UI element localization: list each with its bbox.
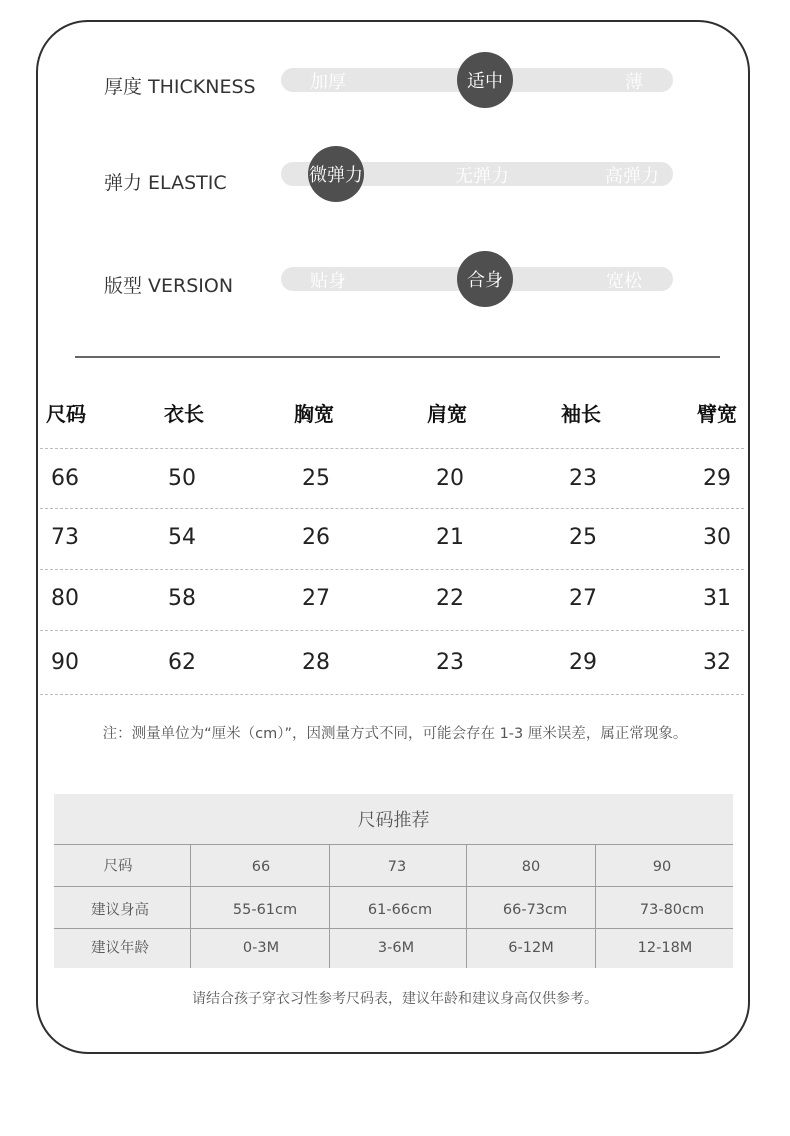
table-cell: 31 — [703, 586, 731, 611]
grid-line — [54, 928, 733, 929]
table-cell: 80 — [51, 586, 79, 611]
table-cell: 62 — [168, 650, 196, 675]
table-cell: 54 — [168, 525, 196, 550]
row-header: 建议年龄 — [91, 940, 149, 957]
table-cell: 66 — [51, 466, 79, 491]
section-divider — [75, 356, 720, 358]
table-cell: 55-61cm — [232, 902, 298, 918]
attribute-row-elastic — [0, 152, 790, 212]
column-header: 尺码 — [46, 402, 86, 426]
column-header: 衣长 — [164, 402, 204, 426]
table-cell: 80 — [521, 859, 541, 875]
row-divider — [40, 630, 744, 631]
column-header: 袖长 — [561, 402, 601, 426]
attribute-row-thickness — [0, 58, 790, 118]
table-cell: 58 — [168, 586, 196, 611]
grid-line — [329, 844, 330, 968]
table-cell: 21 — [436, 525, 464, 550]
attribute-label: 弹力 ELASTIC — [104, 172, 227, 194]
size-recommendation-table — [54, 794, 733, 968]
attribute-label: 版型 VERSION — [104, 275, 234, 297]
option-selected-badge: 微弹力 — [308, 146, 364, 202]
table-cell: 25 — [302, 466, 330, 491]
table-cell: 26 — [302, 525, 330, 550]
grid-line — [54, 844, 733, 845]
column-header: 臂宽 — [697, 402, 737, 426]
table-cell: 28 — [302, 650, 330, 675]
option-label: 贴身 — [310, 271, 346, 292]
table-cell: 25 — [569, 525, 597, 550]
table-cell: 3-6M — [377, 940, 415, 956]
table-cell: 27 — [569, 586, 597, 611]
recommendation-title: 尺码推荐 — [357, 810, 430, 831]
row-header: 尺码 — [103, 858, 133, 875]
row-divider — [40, 508, 744, 509]
measurement-note: 注：测量单位为“厘米（cm）”，因测量方式不同，可能会存在 1-3 厘米误差，属正常现象。 — [102, 726, 688, 742]
table-cell: 0-3M — [242, 940, 280, 956]
row-header: 建议身高 — [91, 902, 149, 919]
table-cell: 29 — [569, 650, 597, 675]
recommendation-grid — [54, 844, 733, 968]
table-cell: 12-18M — [637, 940, 693, 956]
option-label: 加厚 — [310, 72, 346, 93]
column-header: 胸宽 — [294, 402, 334, 426]
table-cell: 66 — [251, 859, 271, 875]
table-cell: 29 — [703, 466, 731, 491]
row-divider — [40, 448, 744, 449]
footer-note: 请结合孩子穿衣习性参考尺码表，建议年龄和建议身高仅供参考。 — [192, 991, 598, 1007]
table-cell: 90 — [652, 859, 672, 875]
option-label: 高弹力 — [605, 166, 659, 187]
option-label: 宽松 — [606, 271, 642, 292]
table-cell: 66-73cm — [502, 902, 568, 918]
attribute-row-version — [0, 257, 790, 317]
table-cell: 50 — [168, 466, 196, 491]
table-cell: 32 — [703, 650, 731, 675]
table-cell: 6-12M — [508, 940, 554, 956]
table-cell: 23 — [569, 466, 597, 491]
table-cell: 30 — [703, 525, 731, 550]
grid-line — [466, 844, 467, 968]
table-cell: 27 — [302, 586, 330, 611]
option-selected-badge: 适中 — [457, 52, 513, 108]
table-cell: 22 — [436, 586, 464, 611]
table-cell: 23 — [436, 650, 464, 675]
grid-line — [190, 844, 191, 968]
grid-line — [54, 886, 733, 887]
table-cell: 73 — [51, 525, 79, 550]
thickness-scale-track — [281, 68, 673, 92]
table-cell: 90 — [51, 650, 79, 675]
elastic-scale-track — [281, 162, 673, 186]
option-label: 薄 — [625, 72, 643, 93]
row-divider — [40, 694, 744, 695]
column-header: 肩宽 — [427, 402, 467, 426]
attribute-label: 厚度 THICKNESS — [104, 76, 256, 98]
table-cell: 73-80cm — [639, 902, 705, 918]
row-divider — [40, 569, 744, 570]
table-cell: 20 — [436, 466, 464, 491]
table-cell: 73 — [387, 859, 407, 875]
option-label: 无弹力 — [455, 166, 509, 187]
table-cell: 61-66cm — [367, 902, 433, 918]
grid-line — [595, 844, 596, 968]
version-scale-track — [281, 267, 673, 291]
option-selected-badge: 合身 — [457, 251, 513, 307]
